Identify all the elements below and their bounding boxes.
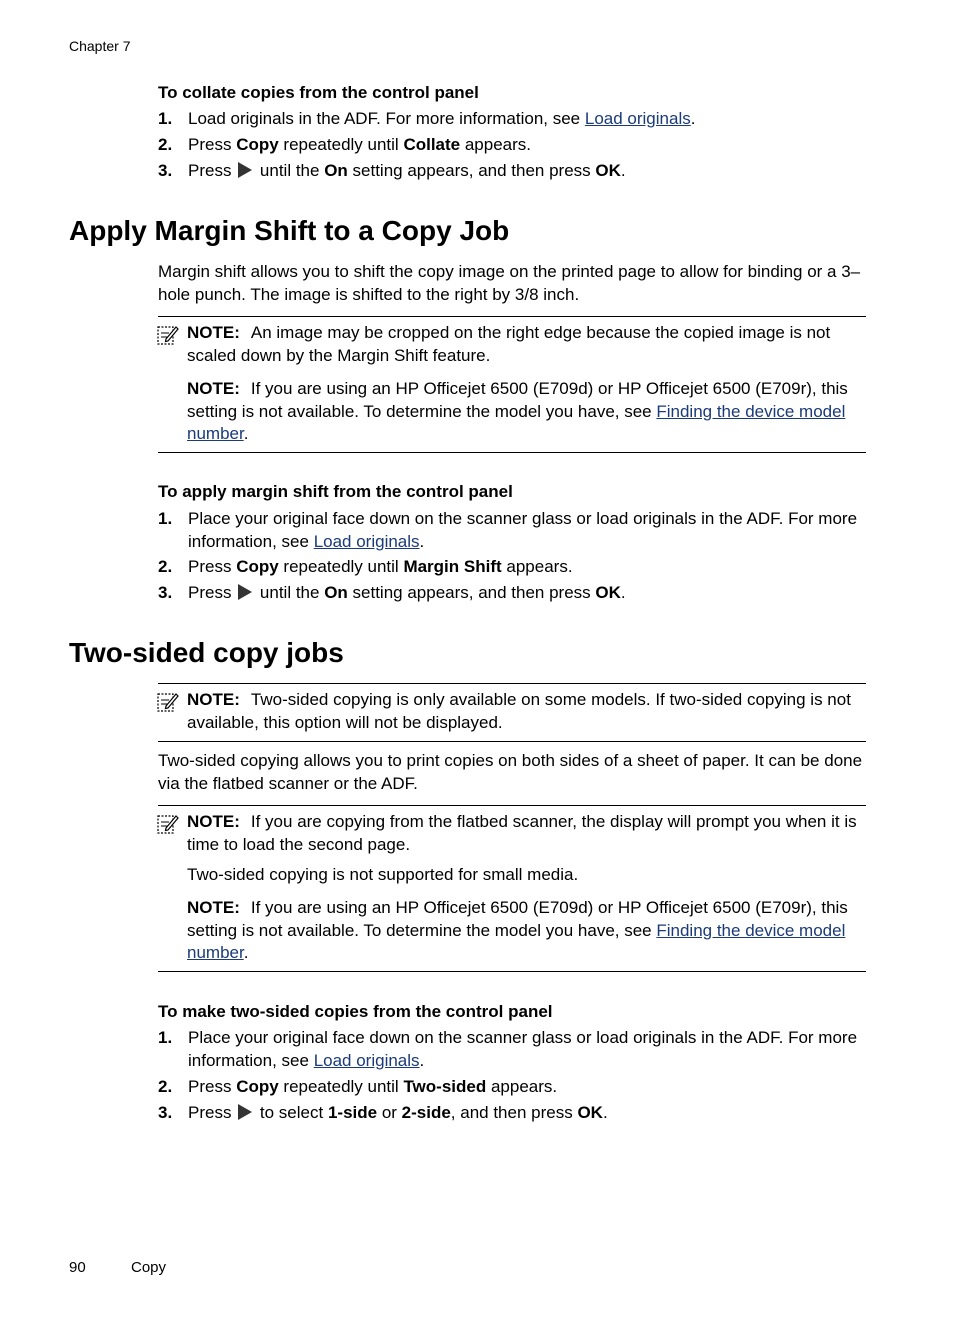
two-sided-option-label: Two-sided: [403, 1077, 487, 1096]
step-number: 2.: [158, 1077, 173, 1096]
note-divider: [158, 971, 866, 972]
collate-step-2: [158, 134, 866, 157]
copy-button-label: Copy: [236, 1077, 279, 1096]
step-text: setting appears, and then press: [347, 583, 596, 602]
right-arrow-icon: [238, 1104, 252, 1120]
step-text: Press: [188, 1103, 237, 1122]
step-text: repeatedly until: [278, 557, 404, 576]
finding-device-model-link[interactable]: Finding the device model number: [187, 401, 846, 443]
collate-step-1: [158, 108, 866, 131]
right-arrow-icon: [238, 162, 252, 178]
step-text: .: [620, 583, 626, 602]
step-number: 2.: [158, 557, 173, 576]
step-text: setting appears, and then press: [347, 161, 596, 180]
note-label: NOTE:: [187, 812, 240, 831]
collate-option-label: Collate: [403, 135, 461, 154]
collate-step-3: [158, 160, 866, 183]
margin-shift-note-2: [187, 378, 867, 446]
note-label: NOTE:: [187, 323, 240, 342]
note-label: NOTE:: [187, 898, 240, 917]
step-text: Press: [188, 583, 237, 602]
step-text: to select: [255, 1103, 328, 1122]
chapter-label: Chapter 7: [69, 38, 131, 54]
note-divider: [158, 805, 866, 806]
page-number: 90: [69, 1259, 86, 1276]
step-number: 1.: [158, 509, 173, 528]
note-divider: [158, 452, 866, 453]
two-sided-note-1: [187, 689, 867, 734]
collate-procedure-title: To collate copies from the control panel: [158, 83, 479, 102]
two-sided-step-2: [158, 1076, 866, 1099]
step-text: until the: [255, 161, 325, 180]
note-divider: [158, 316, 866, 317]
step-text-end: .: [690, 109, 696, 128]
step-text: Press: [188, 161, 237, 180]
step-text: Press: [188, 135, 237, 154]
on-setting-label: On: [324, 161, 348, 180]
step-number: 2.: [158, 135, 173, 154]
step-number: 1.: [158, 109, 173, 128]
two-sided-note-2: [187, 811, 867, 856]
ok-button-label: OK: [595, 583, 621, 602]
two-sided-step-3: [158, 1102, 866, 1125]
margin-shift-procedure-title: To apply margin shift from the control panel: [158, 482, 513, 501]
note-divider: [158, 683, 866, 684]
note-text: An image may be cropped on the right edge because the copied image is not scaled down by the Margin Shift feature.: [187, 323, 831, 365]
note-pencil-icon: [157, 813, 179, 835]
margin-shift-intro: Margin shift allows you to shift the copy image on the printed page to allow for binding or a 3–hole punch. The image is shifted to the right by 3/8 inch.: [158, 262, 861, 304]
margin-shift-step-3: [158, 582, 866, 605]
margin-shift-step-1: [158, 508, 866, 553]
step-text: repeatedly until: [278, 135, 404, 154]
note-text-end: .: [243, 424, 249, 443]
note-pencil-icon: [157, 324, 179, 346]
copy-button-label: Copy: [236, 557, 279, 576]
footer-section-name: Copy: [131, 1259, 167, 1276]
note-label: NOTE:: [187, 690, 240, 709]
load-originals-link[interactable]: Load originals: [313, 531, 420, 551]
margin-shift-option-label: Margin Shift: [403, 557, 502, 576]
note-text: If you are using an HP Officejet 6500 (E709d) or HP Officejet 6500 (E709r), this setting is not available. To determine the model you have, see: [187, 379, 848, 421]
right-arrow-icon: [238, 584, 252, 600]
step-text: appears.: [501, 557, 573, 576]
step-text-end: .: [419, 1050, 425, 1070]
on-setting-label: On: [324, 583, 348, 602]
two-sided-small-media-note: Two-sided copying is not supported for small media.: [187, 865, 579, 884]
ok-button-label: OK: [595, 161, 621, 180]
step-text: , and then press: [450, 1103, 578, 1122]
step-number: 3.: [158, 1103, 173, 1122]
note-pencil-icon: [157, 691, 179, 713]
step-text: Place your original face down on the scanner glass or load originals in the ADF. For more information, see: [188, 509, 858, 551]
one-side-option-label: 1-side: [327, 1103, 378, 1122]
note-text-end: .: [243, 943, 249, 962]
step-number: 3.: [158, 161, 173, 180]
step-text: Press: [188, 557, 237, 576]
step-text: Press: [188, 1077, 237, 1096]
load-originals-link[interactable]: Load originals: [313, 1050, 420, 1070]
load-originals-link[interactable]: Load originals: [584, 109, 691, 128]
two-sided-step-1: [158, 1027, 866, 1072]
step-text-end: .: [419, 531, 425, 551]
ok-button-label: OK: [577, 1103, 603, 1122]
step-text: until the: [255, 583, 325, 602]
two-sided-note-3: [187, 897, 867, 965]
step-text: appears.: [460, 135, 532, 154]
note-divider: [158, 741, 866, 742]
two-sided-procedure-title: To make two-sided copies from the control panel: [158, 1002, 553, 1021]
step-text: .: [620, 161, 626, 180]
note-label: NOTE:: [187, 379, 240, 398]
step-text: repeatedly until: [278, 1077, 404, 1096]
step-text: .: [602, 1103, 608, 1122]
margin-shift-note-1: [187, 322, 867, 367]
step-text: appears.: [486, 1077, 558, 1096]
two-side-option-label: 2-side: [401, 1103, 451, 1122]
margin-shift-step-2: [158, 556, 866, 579]
step-number: 1.: [158, 1028, 173, 1047]
note-text: If you are using an HP Officejet 6500 (E709d) or HP Officejet 6500 (E709r), this setting is not available. To determine the model you have, see: [187, 898, 848, 940]
step-number: 3.: [158, 583, 173, 602]
note-text: If you are copying from the flatbed scanner, the display will prompt you when it is time to load the second page.: [187, 812, 857, 854]
two-sided-heading: Two-sided copy jobs: [69, 637, 344, 668]
margin-shift-heading: Apply Margin Shift to a Copy Job: [69, 215, 510, 246]
step-text: Load originals in the ADF. For more information, see: [188, 109, 585, 128]
step-text: Place your original face down on the scanner glass or load originals in the ADF. For more information, see: [188, 1028, 858, 1070]
step-text: or: [377, 1103, 402, 1122]
finding-device-model-link[interactable]: Finding the device model number: [187, 920, 846, 962]
copy-button-label: Copy: [236, 135, 279, 154]
note-text: Two-sided copying is only available on some models. If two-sided copying is not available, this option will not be displayed.: [187, 690, 851, 732]
two-sided-intro: Two-sided copying allows you to print copies on both sides of a sheet of paper. It can be done via the flatbed scanner or the ADF.: [158, 751, 863, 793]
